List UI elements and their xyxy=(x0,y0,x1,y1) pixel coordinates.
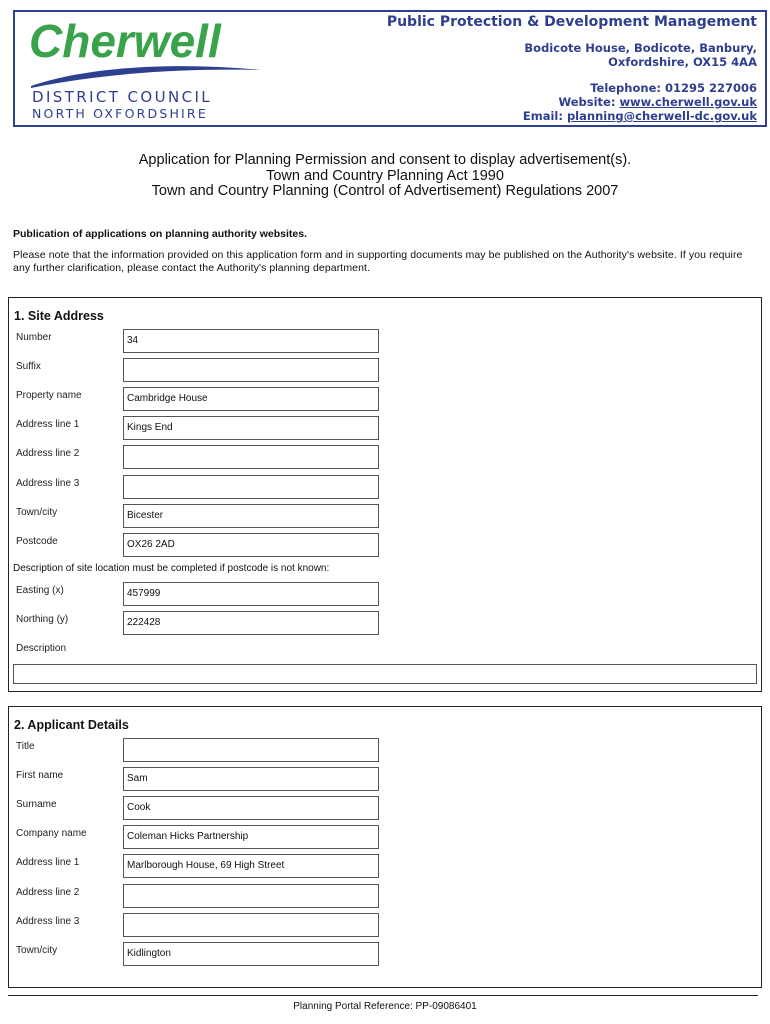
website xyxy=(387,95,757,109)
field-label: Address line 2 xyxy=(16,448,80,459)
cherwell-logo: Cherwell xyxy=(29,15,221,67)
field-label: Address line 3 xyxy=(16,478,80,489)
applicant-address-line-3-field[interactable] xyxy=(123,913,379,937)
field-label: Town/city xyxy=(16,507,58,518)
field-label: Town/city xyxy=(16,945,58,956)
surname-field[interactable]: Cook xyxy=(123,796,379,820)
publication-heading: Publication of applications on planning authority websites. xyxy=(13,228,308,240)
site-address-section xyxy=(8,297,762,692)
council-name: DISTRICT COUNCIL xyxy=(32,88,213,106)
department-name: Public Protection & Development Management xyxy=(386,14,757,30)
northing-field[interactable]: 222428 xyxy=(123,611,379,635)
field-label: First name xyxy=(16,770,64,781)
field-label: Address line 1 xyxy=(16,857,80,868)
description-field[interactable] xyxy=(13,664,757,684)
first-name-field[interactable]: Sam xyxy=(123,767,379,791)
field-label: Property name xyxy=(16,390,82,401)
suffix-field[interactable] xyxy=(123,358,379,382)
applicant-details-section xyxy=(8,706,762,988)
address-line-2-field[interactable] xyxy=(123,445,379,469)
email xyxy=(387,109,757,123)
easting-field[interactable]: 457999 xyxy=(123,582,379,606)
section-title: 2. Applicant Details xyxy=(14,718,129,732)
applicant-address-line-2-field[interactable] xyxy=(123,884,379,908)
field-label: Description xyxy=(16,643,67,654)
title-field[interactable] xyxy=(123,738,379,762)
address-line-3-field[interactable] xyxy=(123,475,379,499)
field-label: Number xyxy=(16,332,52,343)
property-name-field[interactable]: Cambridge House xyxy=(123,387,379,411)
form-title: Application for Planning Permission and consent to display advertisement(s). xyxy=(138,152,632,168)
company-name-field[interactable]: Coleman Hicks Partnership xyxy=(123,825,379,849)
telephone: Telephone: 01295 227006 xyxy=(590,81,757,95)
publication-note: Please note that the information provided on this application form and in supporting documents may be published on the Authority's website. If you require any further clarification, please contact the Authority's planning department. xyxy=(13,249,743,274)
field-label: Postcode xyxy=(16,536,58,547)
field-label: Address line 3 xyxy=(16,916,80,927)
footer-divider xyxy=(8,995,758,996)
address-line-2: Oxfordshire, OX15 4AA xyxy=(608,55,757,69)
contact-block xyxy=(387,14,757,123)
website-label: Website: xyxy=(558,95,620,109)
section-title: 1. Site Address xyxy=(14,309,104,323)
field-label: Surname xyxy=(16,799,57,810)
form-title-block xyxy=(0,153,770,200)
form-regulations: Town and Country Planning (Control of Advertisement) Regulations 2007 xyxy=(151,183,619,199)
field-label: Suffix xyxy=(16,361,41,372)
field-label: Company name xyxy=(16,828,87,839)
field-label: Easting (x) xyxy=(16,585,64,596)
portal-reference: Planning Portal Reference: PP-09086401 xyxy=(293,1001,477,1012)
council-header xyxy=(13,10,767,127)
logo-swoosh-icon xyxy=(29,60,265,90)
field-label: Address line 1 xyxy=(16,419,80,430)
council-region: NORTH OXFORDSHIRE xyxy=(32,106,208,121)
field-label: Northing (y) xyxy=(16,614,69,625)
email-label: Email: xyxy=(522,109,567,123)
field-label: Address line 2 xyxy=(16,887,80,898)
website-link[interactable]: www.cherwell.gov.uk xyxy=(619,95,757,109)
address-line-1: Bodicote House, Bodicote, Banbury, xyxy=(524,41,757,55)
address-line-1-field[interactable]: Kings End xyxy=(123,416,379,440)
email-link[interactable]: planning@cherwell-dc.gov.uk xyxy=(566,109,757,123)
field-label: Title xyxy=(16,741,35,752)
number-field[interactable]: 34 xyxy=(123,329,379,353)
applicant-town-city-field[interactable]: Kidlington xyxy=(123,942,379,966)
location-note: Description of site location must be completed if postcode is not known: xyxy=(13,563,330,574)
postcode-field[interactable]: OX26 2AD xyxy=(123,533,379,557)
form-act: Town and Country Planning Act 1990 xyxy=(266,167,504,184)
applicant-address-line-1-field[interactable]: Marlborough House, 69 High Street xyxy=(123,854,379,878)
town-city-field[interactable]: Bicester xyxy=(123,504,379,528)
